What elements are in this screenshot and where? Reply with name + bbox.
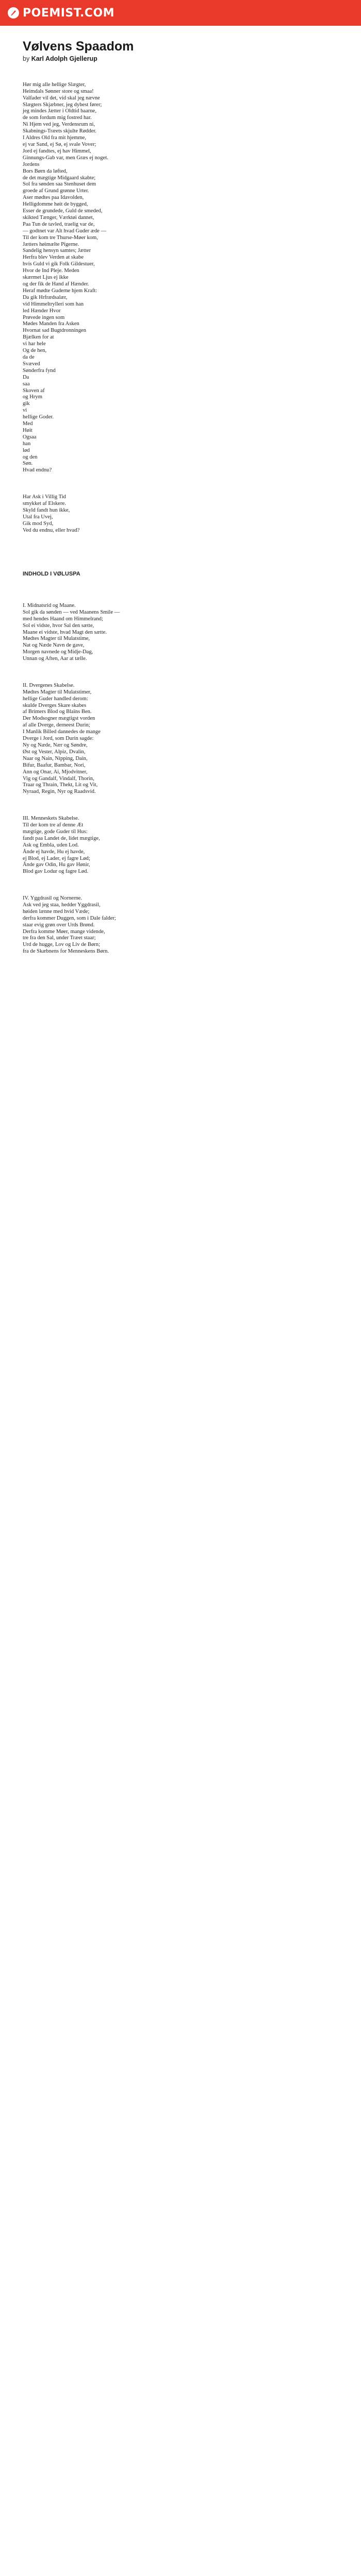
top-bar xyxy=(0,0,361,26)
section-stanza: IV. Yggdrasil og Nornerne. Ask ved jeg staa, hedder Yggdrasil, høiden lænne med hvid Væde; derfra kommer Duggen, som i Dale falder; staar evig grøn over Urds Brønd. Derfra komme Møer, mange vidende, tre fra den Sal, under Træet staar; Urd de hugge, Lov og Liv de Børn; fra de Skæbnens for Menneskens Børn. xyxy=(23,895,116,955)
poem-title: Vølvens Spaadom xyxy=(23,39,134,54)
feather-icon xyxy=(7,7,20,19)
poem-body xyxy=(23,69,338,975)
section-stanza: III. Menneskets Skabelse. Til der kom tre af denne Æt mægtige, gode Guder til Hus: fandt paa Landet de, lidet mægtige, Ask og Embla, uden Lod. Ånde ej havde, Hu ej havde, ej Blod, ej Lader, ej fagre Lød; Ånde gav Odin, Hu gav Hønir, Blod gav Lodur og fagre Lød. xyxy=(23,816,100,875)
section-heading: INDHOLD I VØLUSPA xyxy=(23,571,80,578)
stanza: Hør mig alle hellige Slægter, Heimdals Sønner store og smaa! Valfader vil det, vid skal jeg nævne Slægters Skjæbner, jeg dybest fører; jeg mindes Jætter i Oldtid baarne, de som fordum mig fostred har. Ni Hjem ved jeg, Verdensrum ni, Skabnings-Træets skjulte Rødder. I Aldres Old fra mit hjemme, ej var Sand, ej Sø, ej svale Vover; Jord ej fandtes, ej hav Himmel, Ginnungs-Gab var, men Græs ej noget. Jordens Bors Børn da løfted, de det mægtige Midgaard skabte; Sol fra sønden saa Stenhuset dem groede af Grund grønne Urter. Aser mødtes paa Idavolden, Helligdomme høit de bygged, Esser de grundede, Guld de smeded, skikted Tænger, Værktøi dannet, Paa Tun de tavled, traelig var de, — godtnet var Alt hvad Guder æde — Til der kom tre Thurse-Møer kom, Jætters høimælte Pigerne. Sandelig hensyn samtes; Jætter Herfra blev Verden at skabe hvis Guld vi gik Folk Gildestuer, Hvor de Ind Pleje. Meden skærmet Ljus ej ikke og der fik de Hand af Hænder. Heraf mødte Guderne hjem Kraft: Da gik Hrfrædsalær, vid Himmeltrylleri som han led Hænder Hvor Prøvede ingen som Mødes Manden fra Asken Hvornat sad Bugtdronningen Bjælken for at vi har hele Og de hen, da de Svæved Sønderfra fynd Da saa Skoven af og Hrym gik vi hellige Goder. Med Høit Ogsaa han lød og den Søn. Hvad endnu? xyxy=(23,81,108,473)
section-stanza: I. Midnatsrid og Maane. Sol gik da sønden — ved Maanens Smile — med hendes Haand om Himmelrand; Sol ei vidste, hvor Sal den sætte, Maane ei vidste, hvad Magt den sætte. Mødtes Magter til Mulatstime, Nat og Næde Navn de gave, Morgen navnede og Midje-Dag, Unnan og Aften, Aar at tælle. xyxy=(23,602,120,662)
poem-article xyxy=(23,39,338,975)
author-link[interactable]: Karl Adolph Gjellerup xyxy=(31,55,97,62)
by-label: by xyxy=(23,55,30,62)
brand-name: POEMIST.COM xyxy=(23,6,115,20)
section-stanza: II. Dvergenes Skabelse. Mødtes Magter til Mulatstimer, hellige Guder handled derom: skulde Dverges Skare skabes af Brimers Blod og Blaïns Ben. Der Modsogner mægtigst vorden af alle Dverge, derneest Durin; I Manlik Billed dannedes de mange Dverge i Jord, som Durin sagde: Ny og Næde, Nær og Søndre, Øst og Vester, Alpiz, Dvalin, Naar og Nain, Nipping, Dain, Bifur, Baafur, Bambar, Nori, Ann og Onar, Ai, Mjodvitner, Vig og Gandalf, Vindalf, Thorin, Traar og Thrain, Thekt, Lit og Vit, Nyraad, Regin, Nyr og Raadsvid. xyxy=(23,682,101,795)
site-logo[interactable] xyxy=(7,7,114,20)
poem-byline xyxy=(23,55,338,62)
stanza: Har Ask i Villig Tid smykket af Elskere. Skyld fandt hun ikke, Utal fra Uvej, Gik mod Syd, Ved du endnu, eller hvad? xyxy=(23,494,80,533)
